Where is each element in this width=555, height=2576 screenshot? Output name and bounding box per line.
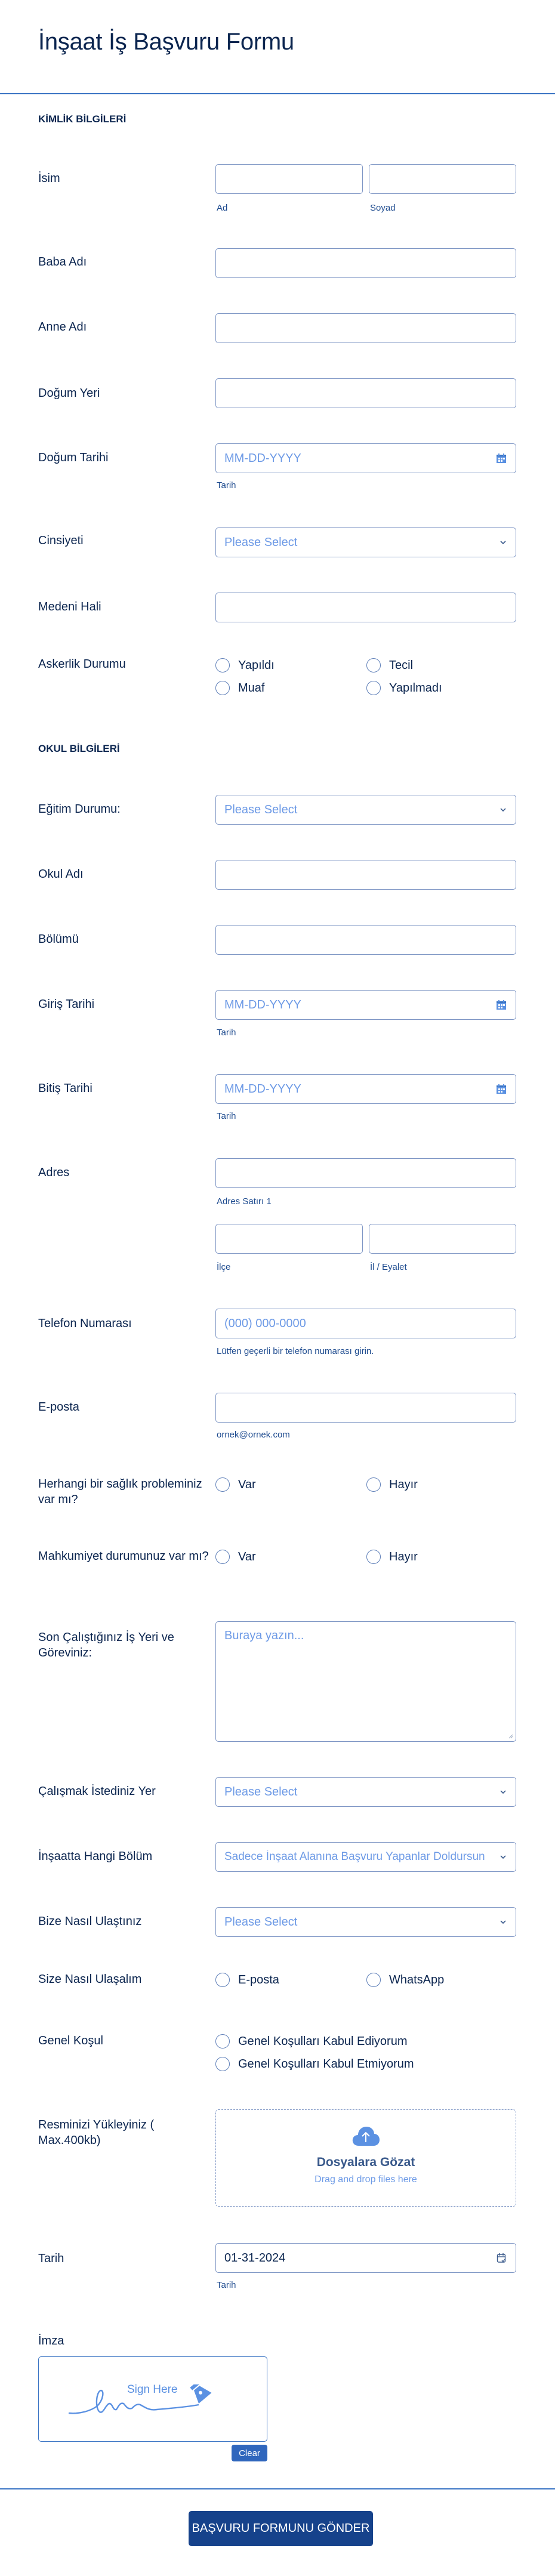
giris-tarihi-input[interactable] — [215, 990, 516, 1020]
askerlik-option-yapilmadi[interactable]: Yapılmadı — [366, 679, 442, 697]
radio-button[interactable] — [215, 1973, 230, 1987]
calendar-icon[interactable] — [495, 999, 507, 1011]
askerlik-option-yapildi[interactable]: Yapıldı — [215, 656, 275, 674]
askerlik-option-tecil[interactable]: Tecil — [366, 656, 413, 674]
adres-line1-sublabel: Adres Satırı 1 — [217, 1196, 272, 1207]
bize-nasil-select[interactable] — [215, 1907, 516, 1937]
askerlik-option-muaf[interactable]: Muaf — [215, 679, 264, 697]
egitim-label: Eğitim Durumu: — [38, 803, 121, 816]
chevron-down-icon — [499, 1788, 507, 1796]
bitis-tarihi-label: Bitiş Tarihi — [38, 1082, 92, 1095]
genel-kosul-option-kabul[interactable]: Genel Koşulları Kabul Ediyorum — [215, 2032, 407, 2050]
insaat-bolum-select[interactable] — [215, 1842, 516, 1872]
askerlik-label: Askerlik Durumu — [38, 658, 126, 671]
genel-kosul-label: Genel Koşul — [38, 2034, 103, 2047]
calendar-icon[interactable] — [495, 452, 507, 464]
chevron-down-icon — [499, 538, 507, 547]
first-name-input[interactable] — [215, 164, 363, 194]
il-input[interactable] — [369, 1224, 516, 1254]
eposta-sublabel: ornek@ornek.com — [217, 1430, 290, 1440]
bolumu-input[interactable] — [215, 925, 516, 955]
mahkumiyet-label: Mahkumiyet durumunuz var mı? — [38, 1550, 209, 1563]
insaat-bolum-selected: Sadece İnşaat Alanına Başvuru Yapanlar Doldursun — [224, 1850, 485, 1863]
submit-button[interactable]: BAŞVURU FORMUNU GÖNDER — [189, 2511, 373, 2546]
tarih-input[interactable] — [215, 2243, 516, 2273]
telefon-placeholder: (000) 000-0000 — [224, 1316, 306, 1330]
okul-adi-label: Okul Adı — [38, 868, 84, 881]
calendar-icon[interactable] — [495, 1083, 507, 1095]
egitim-select[interactable] — [215, 795, 516, 825]
browse-files-label[interactable]: Dosyalara Gözat — [316, 2155, 415, 2169]
cinsiyeti-select[interactable] — [215, 527, 516, 557]
bolumu-label: Bölümü — [38, 933, 79, 946]
dogum-yeri-label: Doğum Yeri — [38, 387, 100, 400]
bitis-tarihi-sublabel: Tarih — [217, 1111, 236, 1121]
radio-button[interactable] — [366, 1973, 381, 1987]
radio-button[interactable] — [215, 658, 230, 672]
saglik-label: Herhangi bir sağlık probleminiz var mı? — [38, 1477, 202, 1506]
sign-here-text: Sign Here — [127, 2383, 178, 2396]
genel-kosul-option-red[interactable]: Genel Koşulları Kabul Etmiyorum — [215, 2055, 414, 2073]
header-divider — [0, 93, 555, 94]
giris-tarihi-placeholder: MM-DD-YYYY — [224, 998, 301, 1011]
section-heading-okul: OKUL BİLGİLERİ — [38, 743, 120, 754]
son-is-textarea[interactable] — [215, 1621, 516, 1742]
tarih-label: Tarih — [38, 2252, 64, 2265]
radio-button[interactable] — [366, 658, 381, 672]
ilce-sublabel: İlçe — [217, 1262, 231, 1272]
insaat-bolum-label: İnşaatta Hangi Bölüm — [38, 1850, 153, 1863]
baba-adi-label: Baba Adı — [38, 255, 87, 269]
saglik-option-var[interactable]: Var — [215, 1476, 256, 1494]
resize-handle-icon[interactable] — [508, 1734, 513, 1739]
medeni-hali-label: Medeni Hali — [38, 600, 101, 613]
telefon-label: Telefon Numarası — [38, 1317, 132, 1330]
radio-button[interactable] — [366, 681, 381, 695]
cinsiyeti-selected: Please Select — [224, 535, 298, 549]
ilce-input[interactable] — [215, 1224, 363, 1254]
mahkumiyet-option-hayir[interactable]: Hayır — [366, 1548, 418, 1566]
eposta-label: E-posta — [38, 1400, 79, 1414]
baba-adi-input[interactable] — [215, 248, 516, 278]
giris-tarihi-label: Giriş Tarihi — [38, 998, 95, 1011]
anne-adi-input[interactable] — [215, 313, 516, 343]
imza-label: İmza — [38, 2334, 64, 2347]
tarih-value: 01-31-2024 — [224, 2251, 286, 2265]
calismak-yer-select[interactable] — [215, 1777, 516, 1807]
chevron-down-icon — [499, 1853, 507, 1861]
signature-pad[interactable] — [38, 2356, 267, 2442]
mahkumiyet-option-var[interactable]: Var — [215, 1548, 256, 1566]
radio-button[interactable] — [366, 1550, 381, 1564]
calendar-check-icon[interactable] — [495, 2252, 507, 2264]
il-sublabel: İl / Eyalet — [370, 1262, 407, 1272]
radio-button[interactable] — [215, 1550, 230, 1564]
bize-nasil-label: Bize Nasıl Ulaştınız — [38, 1915, 142, 1928]
cinsiyeti-label: Cinsiyeti — [38, 534, 84, 547]
size-nasil-label: Size Nasıl Ulaşalım — [38, 1973, 142, 1986]
adres-line1-input[interactable] — [215, 1158, 516, 1188]
anne-adi-label: Anne Adı — [38, 320, 87, 334]
dogum-tarihi-label: Doğum Tarihi — [38, 451, 109, 464]
size-nasil-option-whatsapp[interactable]: WhatsApp — [366, 1971, 444, 1989]
son-is-placeholder: Buraya yazın... — [224, 1629, 304, 1642]
dogum-tarihi-placeholder: MM-DD-YYYY — [224, 451, 301, 465]
egitim-selected: Please Select — [224, 803, 298, 816]
section-heading-kimlik: KİMLİK BİLGİLERİ — [38, 113, 127, 125]
adres-label: Adres — [38, 1166, 70, 1179]
eposta-input[interactable] — [215, 1393, 516, 1423]
chevron-down-icon — [499, 806, 507, 814]
first-name-sublabel: Ad — [217, 203, 228, 213]
page-title: İnşaat İş Başvuru Formu — [38, 29, 294, 55]
dogum-yeri-input[interactable] — [215, 378, 516, 408]
size-nasil-option-eposta[interactable]: E-posta — [215, 1971, 279, 1989]
isim-label: İsim — [38, 172, 60, 185]
saglik-option-hayir[interactable]: Hayır — [366, 1476, 418, 1494]
radio-button[interactable] — [215, 681, 230, 695]
medeni-hali-input[interactable] — [215, 593, 516, 622]
radio-button[interactable] — [215, 2057, 230, 2071]
last-name-sublabel: Soyad — [370, 203, 396, 213]
bitis-tarihi-input[interactable] — [215, 1074, 516, 1104]
bize-nasil-selected: Please Select — [224, 1915, 298, 1929]
tarih-sublabel: Tarih — [217, 2280, 236, 2290]
footer-divider — [0, 2488, 555, 2489]
last-name-input[interactable] — [369, 164, 516, 194]
chevron-down-icon — [499, 1918, 507, 1926]
calismak-yer-selected: Please Select — [224, 1785, 298, 1798]
dogum-tarihi-input[interactable] — [215, 443, 516, 473]
radio-button[interactable] — [215, 2034, 230, 2049]
drag-drop-text: Drag and drop files here — [314, 2174, 417, 2185]
resim-label: Resminizi Yükleyiniz ( Max.400kb) — [38, 2118, 155, 2147]
giris-tarihi-sublabel: Tarih — [217, 1028, 236, 1038]
clear-signature-button[interactable]: Clear — [232, 2445, 267, 2461]
okul-adi-input[interactable] — [215, 860, 516, 890]
signature-pen-icon — [67, 2384, 240, 2420]
file-upload-dropzone[interactable] — [215, 2109, 516, 2207]
radio-button[interactable] — [366, 1477, 381, 1492]
radio-button[interactable] — [215, 1477, 230, 1492]
dogum-tarihi-sublabel: Tarih — [217, 480, 236, 490]
telefon-input[interactable] — [215, 1309, 516, 1338]
calismak-yer-label: Çalışmak İstediniz Yer — [38, 1785, 156, 1798]
bitis-tarihi-placeholder: MM-DD-YYYY — [224, 1082, 301, 1096]
son-is-label: Son Çalıştığınız İş Yeri ve Göreviniz: — [38, 1631, 174, 1659]
cloud-upload-icon — [352, 2125, 380, 2147]
telefon-sublabel: Lütfen geçerli bir telefon numarası girin. — [217, 1346, 374, 1356]
